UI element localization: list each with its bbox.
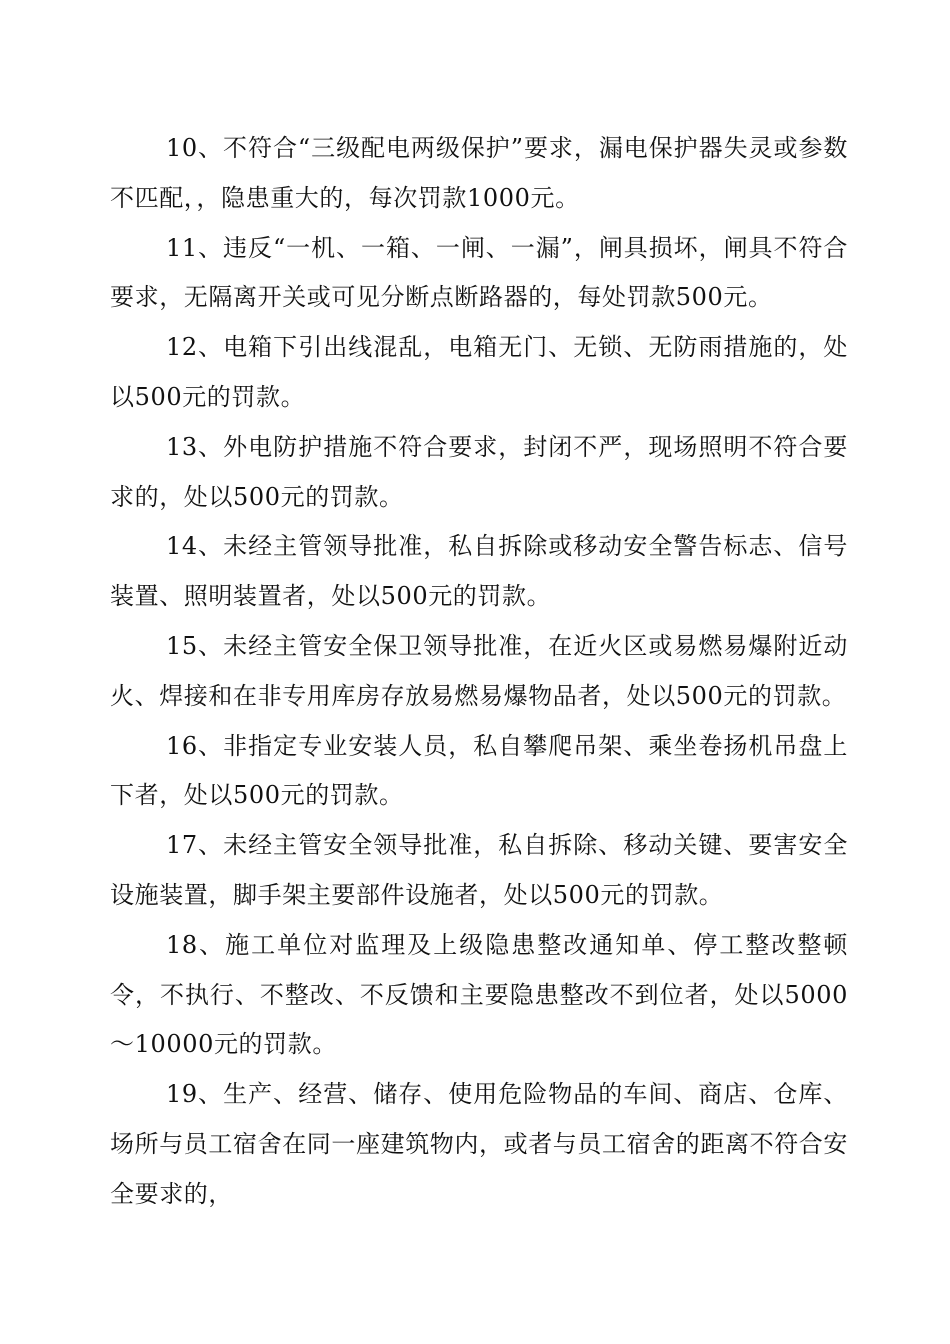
clause-17: 17、未经主管安全领导批准，私自拆除、移动关键、要害安全设施装置，脚手架主要部件设施者，处以500元的罚款。 [110,831,848,909]
document-body [110,124,848,1220]
clause-19: 19、生产、经营、储存、使用危险物品的车间、商店、仓库、场所与员工宿舍在同一座建筑物内，或者与员工宿舍的距离不符合安全要求的， [110,1080,848,1208]
clause-12: 12、电箱下引出线混乱，电箱无门、无锁、无防雨措施的，处以500元的罚款。 [110,333,848,411]
clause-16: 16、非指定专业安装人员，私自攀爬吊架、乘坐卷扬机吊盘上下者，处以500元的罚款。 [110,731,848,810]
clause-10: 10、不符合“三级配电两级保护”要求，漏电保护器失灵或参数不匹配，，隐患重大的，每次罚款1000元。 [110,134,848,212]
clause-13: 13、外电防护措施不符合要求，封闭不严，现场照明不符合要求的，处以500元的罚款。 [110,432,848,511]
clause-15: 15、未经主管安全保卫领导批准，在近火区或易燃易爆附近动火、焊接和在非专用库房存放易燃易爆物品者，处以500元的罚款。 [110,631,848,710]
clause-18: 18、施工单位对监理及上级隐患整改通知单、停工整改整顿令，不执行、不整改、不反馈和主要隐患整改不到位者，处以5000～10000元的罚款。 [110,930,848,1059]
clause-14: 14、未经主管领导批准，私自拆除或移动安全警告标志、信号装置、照明装置者，处以500元的罚款。 [110,532,848,611]
clause-11: 11、违反“一机、一箱、一闸、一漏”，闸具损坏，闸具不符合要求，无隔离开关或可见分断点断路器的，每处罚款500元。 [110,233,848,312]
